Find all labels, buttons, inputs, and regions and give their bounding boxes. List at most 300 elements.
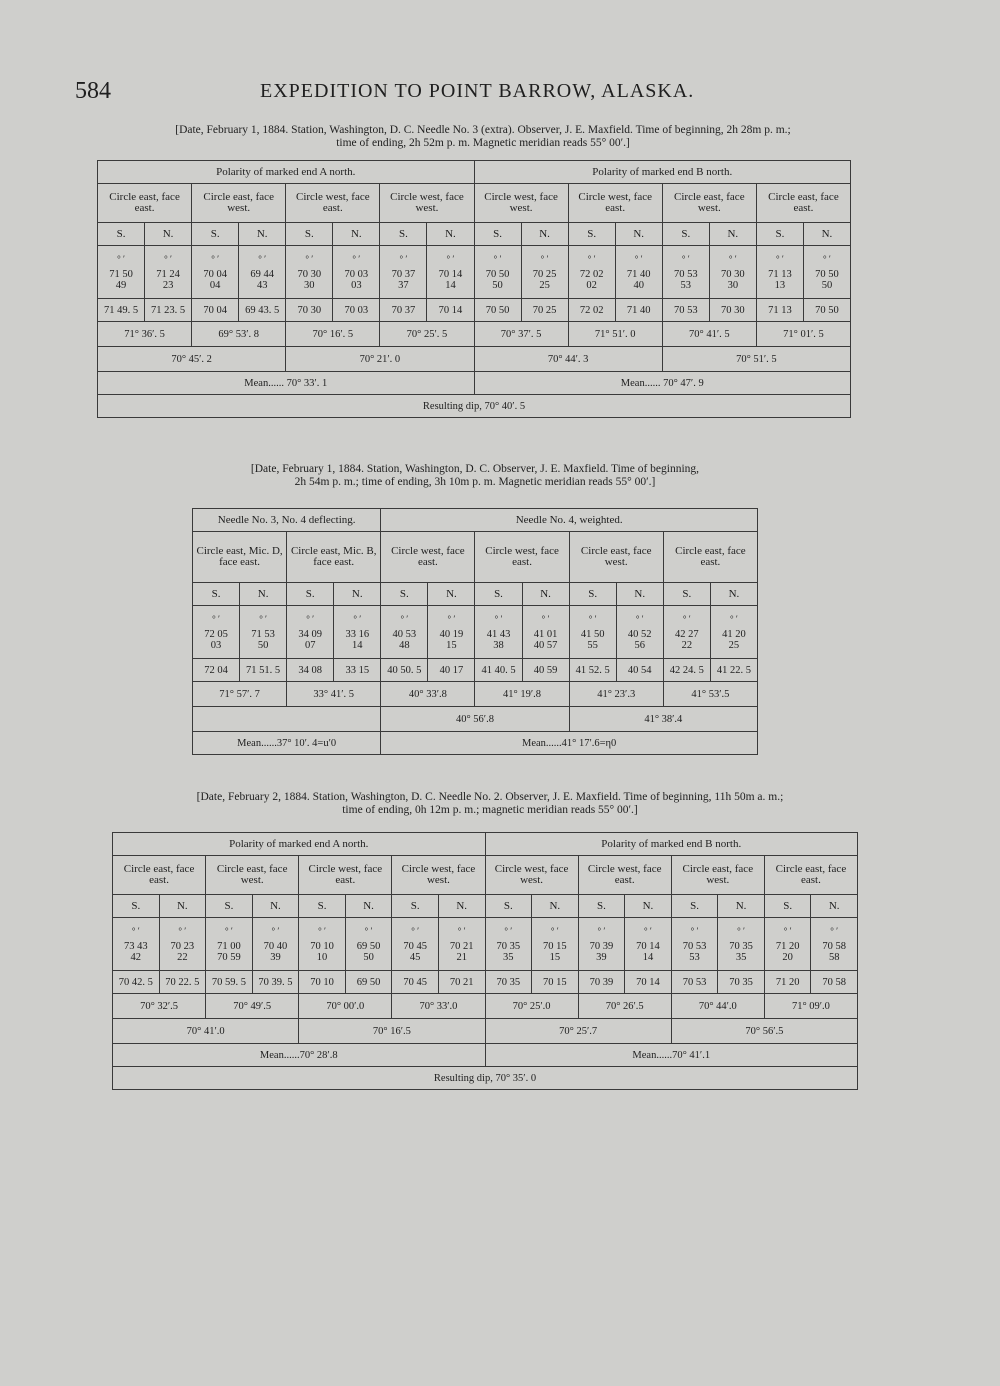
reading-value: 70 21 [449,940,474,952]
mean-a-cell: Mean...... 70° 33′. 1 [98,372,475,395]
reading-value: 69 44 [250,268,275,280]
average-cell: 70 30 [286,299,333,322]
reading-cell [475,606,522,659]
reading-value: 14 [352,639,363,651]
average-cell: 70 35 [485,971,532,994]
reading-value: 73 43 [123,940,148,952]
sn-header: S. [569,583,616,606]
reading-cell [662,246,709,299]
circle-header: Circle west, face west. [485,856,578,895]
circle-header: Circle east, face east. [113,856,206,895]
reading-cell [299,918,346,971]
polarity-a-header: Polarity of marked end A north. [98,161,475,184]
degree-minute-mark: ° ′ [540,253,549,264]
circle-header: Circle east, face east. [764,856,857,895]
circle-header: Circle west, face east. [578,856,671,895]
caption-line: time of ending, 0h 12m p. m.; magnetic meridian reads 55° 00′.] [342,804,638,816]
sn-row [98,223,851,246]
reading-value: 70 14 [636,940,660,952]
reading-cell [380,246,427,299]
combined-row [113,1019,858,1044]
average-row [113,971,858,994]
combined-mean-cell: 70° 21′. 0 [286,347,474,372]
reading-value: 15 [446,639,457,651]
average-cell: 70 50 [474,299,521,322]
sn-header: N. [625,895,672,918]
polarity-row [98,161,851,184]
circle-mean-cell: 71° 09′.0 [764,994,857,1019]
mean-b-cell: Mean......70° 41′.1 [485,1044,858,1067]
table1-caption [88,124,878,150]
reading-value: 50 [363,951,374,963]
reading-value: 56 [634,639,645,651]
degree-minute-mark: ° ′ [737,925,745,936]
reading-value: 41 01 [533,628,558,640]
degree-minute-mark: ° ′ [550,925,559,936]
reading-value: 39 [596,951,607,963]
circle-header: Circle west, face west. [474,184,568,223]
reading-value: 70 23 [170,940,195,952]
reading-value: 07 [304,639,316,651]
reading-value: 38 [493,639,504,651]
circle-mean-row [98,322,851,347]
reading-value: 15 [549,951,561,963]
degree-minute-mark: ° ′ [259,613,268,624]
reading-cell [345,918,392,971]
reading-value: 40 19 [439,628,464,640]
circle-header: Circle east, face east. [98,184,192,223]
circle-mean-cell: 41° 23′.3 [569,682,663,707]
circle-mean-cell: 70° 49′.5 [206,994,299,1019]
reading-value: 20 [782,951,793,963]
group-row [193,509,758,532]
degree-minute-mark: ° ′ [728,253,737,264]
circle-header: Circle east, face west. [192,184,286,223]
reading-value: 04 [209,279,221,291]
sn-header: N. [159,895,206,918]
circle-header: Circle west, face east. [568,184,662,223]
degree-minute-mark: ° ′ [178,925,187,936]
reading-value: 70 03 [344,268,369,280]
sn-header: N. [532,895,579,918]
combined-mean-cell: 70° 25′.7 [485,1019,671,1044]
sn-header: N. [811,895,858,918]
reading-value: 35 [503,951,514,963]
circle-mean-cell: 71° 01′. 5 [756,322,850,347]
average-cell: 40 50. 5 [381,659,428,682]
degree-minute-mark: ° ′ [783,925,792,936]
reading-cell [615,246,662,299]
degree-minute-mark: ° ′ [587,253,596,264]
sn-header: N. [240,583,287,606]
average-cell: 70 58 [811,971,858,994]
blank-cell [193,707,381,732]
mean-b-cell: Mean...... 70° 47′. 9 [474,372,851,395]
sn-header: S. [380,223,427,246]
resulting-dip-cell: Resulting dip, 70° 40′. 5 [98,395,851,418]
circle-mean-cell: 70° 44′.0 [671,994,764,1019]
reading-cell [474,246,521,299]
sn-header: S. [286,223,333,246]
caption-line: [Date, February 1, 1884. Station, Washington, D. C. Needle No. 3 (extra). Observer, J. E. Maxfield. Time of beginning, 2h 28m p. m.; [175,124,791,136]
caption-line: 2h 54m p. m.; time of ending, 3h 10m p. m. Magnetic meridian reads 55° 00′.] [294,476,656,488]
average-cell: 71 13 [756,299,803,322]
average-cell: 70 59. 5 [206,971,253,994]
reading-value: 25 [728,639,740,651]
reading-cell [113,918,160,971]
degree-minute-mark: ° ′ [446,253,455,264]
degree-minute-mark: ° ′ [681,253,690,264]
mean-right-cell: Mean......41° 17′.6=η0 [381,732,758,755]
reading-cell [764,918,811,971]
average-cell: 41 22. 5 [710,659,757,682]
degree-minute-mark: ° ′ [271,925,280,936]
sn-header: S. [764,895,811,918]
reading-cell [145,246,192,299]
average-cell: 70 04 [192,299,239,322]
degree-minute-mark: ° ′ [306,613,315,624]
reading-value: 42 [130,951,142,963]
average-cell: 70 14 [625,971,672,994]
caption-line: [Date, February 2, 1884. Station, Washington, D. C. Needle No. 2. Observer, J. E. Maxfield. Time of beginning, 11h 50m a. m.; [196,791,784,803]
degree-minute-mark: ° ′ [305,253,314,264]
circle-header: Circle west, face east. [286,184,380,223]
sn-header: N. [438,895,485,918]
degree-minute-mark: ° ′ [644,925,652,936]
sn-header: N. [333,223,380,246]
reading-cell [438,918,485,971]
reading-value: 41 43 [486,628,511,640]
sn-header: N. [334,583,381,606]
average-cell: 40 54 [616,659,663,682]
reading-value: 70 30 [721,268,745,280]
reading-cell [428,606,475,659]
reading-value: 70 10 [310,940,334,952]
table2 [192,508,758,755]
reading-value: 70 50 [815,268,839,280]
reading-value: 71 24 [156,268,180,280]
average-cell: 70 14 [427,299,474,322]
table3 [112,832,858,1090]
average-row [98,299,851,322]
reading-row [98,246,851,299]
sn-row [193,583,758,606]
reading-cell [522,606,569,659]
reading-cell [333,246,380,299]
degree-minute-mark: ° ′ [493,253,502,264]
reading-value: 58 [828,951,840,963]
reading-value: 69 50 [356,940,381,952]
circle-mean-row [113,994,858,1019]
reading-value: 22 [177,951,188,963]
reading-value: 70 59 [217,951,241,963]
degree-minute-mark: ° ′ [494,613,503,624]
reading-value: 34 09 [298,628,322,640]
reading-value: 40 57 [533,639,558,651]
degree-minute-mark: ° ′ [775,253,784,264]
average-cell: 33 15 [334,659,381,682]
reading-value: 70 14 [438,268,463,280]
reading-cell [569,606,616,659]
table2-caption [190,463,760,489]
reading-value: 30 [304,279,315,291]
average-cell: 69 50 [345,971,392,994]
polarity-b-header: Polarity of marked end B north. [485,833,858,856]
reading-value: 13 [774,279,786,291]
reading-value: 70 58 [822,940,847,952]
average-cell: 70 45 [392,971,439,994]
degree-minute-mark: ° ′ [318,925,326,936]
degree-minute-mark: ° ′ [353,613,362,624]
reading-value: 72 05 [204,628,228,640]
reading-cell [252,918,299,971]
sn-header: N. [710,583,757,606]
degree-minute-mark: ° ′ [830,925,839,936]
sn-header: S. [299,895,346,918]
reading-cell [159,918,206,971]
circle-mean-cell: 71° 36′. 5 [98,322,192,347]
combined-mean-cell: 40° 56′.8 [381,707,569,732]
polarity-b-header: Polarity of marked end B north. [474,161,851,184]
mean-left-cell: Mean......37° 10′. 4=u′0 [193,732,381,755]
caption-line: time of ending, 2h 52m p. m. Magnetic meridian reads 55° 00′.] [336,137,630,149]
average-cell: 71 23. 5 [145,299,192,322]
reading-cell [803,246,850,299]
reading-value: 71 13 [768,268,792,280]
page-number: 584 [75,78,111,104]
reading-value: 35 [735,951,747,963]
circle-mean-cell: 70° 32′.5 [113,994,206,1019]
circle-header: Circle east, face west. [671,856,764,895]
sn-header: N. [522,583,569,606]
reading-value: 02 [586,279,597,291]
reading-cell [671,918,718,971]
sn-header: N. [427,223,474,246]
sn-header: S. [485,895,532,918]
reading-value: 72 02 [579,268,604,280]
reading-cell [709,246,756,299]
reading-value: 70 45 [403,940,427,952]
sn-header: S. [475,583,522,606]
sn-header: S. [113,895,160,918]
reading-value: 53 [680,279,692,291]
combined-mean-cell: 41° 38′.4 [569,707,757,732]
circle-mean-cell: 71° 51′. 0 [568,322,662,347]
sn-header: S. [192,223,239,246]
circle-mean-cell: 70° 37′. 5 [474,322,568,347]
reading-value: 55 [587,639,598,651]
reading-cell [193,606,240,659]
degree-minute-mark: ° ′ [634,253,643,264]
circle-mean-cell: 40° 33′.8 [381,682,475,707]
average-cell: 42 24. 5 [663,659,710,682]
reading-cell [427,246,474,299]
reading-value: 70 35 [496,940,521,952]
sn-header: S. [671,895,718,918]
degree-minute-mark: ° ′ [258,253,267,264]
caption-line: [Date, February 1, 1884. Station, Washington, D. C. Observer, J. E. Maxfield. Time of beginning, [250,463,700,475]
reading-cell [568,246,615,299]
sn-header: S. [193,583,240,606]
reading-value: 23 [162,279,174,291]
circle-header: Circle west, face east. [475,532,569,583]
reading-cell [811,918,858,971]
reading-value: 43 [256,279,268,291]
degree-minute-mark: ° ′ [224,925,233,936]
reading-value: 41 50 [580,628,605,640]
sn-header: S. [663,583,710,606]
table1 [97,160,851,418]
reading-value: 14 [642,951,654,963]
degree-minute-mark: ° ′ [117,253,125,264]
degree-minute-mark: ° ′ [400,613,409,624]
reading-cell [287,606,334,659]
degree-minute-mark: ° ′ [164,253,172,264]
circle-mean-cell: 41° 53′.5 [663,682,757,707]
average-cell: 70 37 [380,299,427,322]
needle-4-header: Needle No. 4, weighted. [381,509,758,532]
polarity-a-header: Polarity of marked end A north. [113,833,486,856]
degree-minute-mark: ° ′ [411,925,420,936]
mean-row [113,1044,858,1067]
combined-row [98,347,851,372]
reading-value: 70 53 [682,940,707,952]
reading-value: 70 40 [263,940,288,952]
resulting-row [113,1067,858,1090]
average-row [193,659,758,682]
reading-cell [663,606,710,659]
reading-cell [334,606,381,659]
combined-mean-cell: 70° 41′.0 [113,1019,299,1044]
degree-minute-mark: ° ′ [352,253,361,264]
reading-cell [710,606,757,659]
reading-value: 53 [689,951,700,963]
sn-header: N. [252,895,299,918]
average-cell: 40 17 [428,659,475,682]
sn-header: S. [381,583,428,606]
sn-header: S. [568,223,615,246]
reading-value: 40 [633,279,644,291]
reading-cell [239,246,286,299]
degree-minute-mark: ° ′ [635,613,644,624]
reading-value: 14 [445,279,456,291]
circle-mean-cell: 70° 25′.0 [485,994,578,1019]
circle-mean-cell: 70° 26′.5 [578,994,671,1019]
circle-header: Circle west, face east. [381,532,475,583]
reading-value: 50 [492,279,503,291]
polarity-row [113,833,858,856]
sn-header: N. [616,583,663,606]
circle-mean-cell: 33° 41′. 5 [287,682,381,707]
reading-value: 03 [210,639,222,651]
circle-mean-cell: 69° 53′. 8 [192,322,286,347]
average-cell: 72 02 [568,299,615,322]
sn-header: S. [98,223,145,246]
reading-value: 25 [539,279,550,291]
degree-minute-mark: ° ′ [690,925,699,936]
sn-header: N. [521,223,568,246]
circle-header: Circle west, face west. [392,856,485,895]
circle-header: Circle east, face west. [662,184,756,223]
reading-cell [286,246,333,299]
circle-header: Circle east, Mic. D, face east. [193,532,287,583]
sn-header: S. [756,223,803,246]
circle-mean-cell: 70° 25′. 5 [380,322,474,347]
sn-row [113,895,858,918]
circle-header: Circle east, face west. [206,856,299,895]
circle-mean-row [193,682,758,707]
reading-value: 49 [115,279,127,291]
degree-minute-mark: ° ′ [504,925,513,936]
average-cell: 70 35 [718,971,765,994]
degree-minute-mark: ° ′ [682,613,691,624]
combined-mean-cell: 70° 44′. 3 [474,347,662,372]
reading-value: 71 20 [775,940,800,952]
reading-cell [240,606,287,659]
circle-header: Circle west, face east. [299,856,392,895]
reading-value: 71 40 [626,268,651,280]
degree-minute-mark: ° ′ [399,253,408,264]
mean-row [193,732,758,755]
circle-row [98,184,851,223]
reading-value: 03 [351,279,362,291]
combined-mean-cell: 70° 45′. 2 [98,347,286,372]
reading-cell [392,918,439,971]
reading-cell [616,606,663,659]
reading-value: 70 53 [673,268,698,280]
reading-cell [206,918,253,971]
circle-row [113,856,858,895]
mean-row [98,372,851,395]
degree-minute-mark: ° ′ [457,925,466,936]
reading-cell [521,246,568,299]
average-cell: 70 39. 5 [252,971,299,994]
sn-header: S. [287,583,334,606]
sn-header: S. [578,895,625,918]
sn-header: N. [709,223,756,246]
reading-value: 37 [398,279,409,291]
average-cell: 70 50 [803,299,850,322]
sn-header: N. [718,895,765,918]
average-cell: 70 42. 5 [113,971,160,994]
reading-value: 70 15 [543,940,567,952]
combined-row [193,707,758,732]
reading-value: 70 35 [729,940,753,952]
circle-mean-cell: 70° 41′. 5 [662,322,756,347]
average-cell: 70 53 [671,971,718,994]
degree-minute-mark: ° ′ [447,613,456,624]
sn-header: N. [145,223,192,246]
reading-value: 42 27 [675,628,699,640]
reading-cell [756,246,803,299]
reading-cell [192,246,239,299]
resulting-row [98,395,851,418]
reading-value: 21 [456,951,467,963]
circle-mean-cell: 70° 33′.0 [392,994,485,1019]
average-cell: 72 04 [193,659,240,682]
reading-cell [718,918,765,971]
sn-header: S. [474,223,521,246]
sn-header: N. [615,223,662,246]
reading-value: 39 [270,951,281,963]
average-cell: 70 15 [532,971,579,994]
reading-value: 70 04 [203,268,227,280]
average-cell: 70 30 [709,299,756,322]
reading-value: 70 30 [297,268,322,280]
average-cell: 71 40 [615,299,662,322]
reading-value: 33 16 [345,628,370,640]
average-cell: 70 22. 5 [159,971,206,994]
